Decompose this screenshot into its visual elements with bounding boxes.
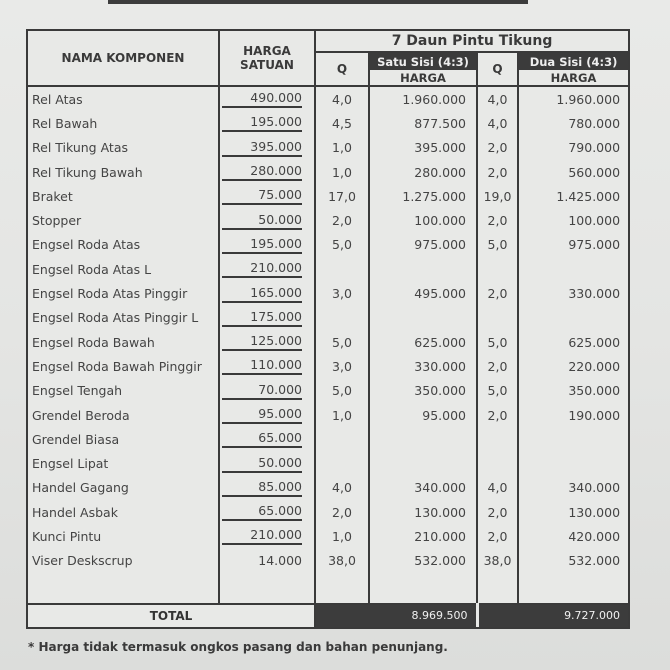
total-label: TOTAL <box>28 604 315 627</box>
unit-price-value: 95.000 <box>222 406 302 424</box>
qty-two-side <box>477 306 518 330</box>
unit-price-value: 85.000 <box>222 479 302 497</box>
total-one-side: 8.969.500 <box>315 604 477 627</box>
price-one-side: 1.275.000 <box>369 184 477 208</box>
unit-price-value: 70.000 <box>222 382 302 400</box>
price-two-side: 780.000 <box>568 115 621 131</box>
unit-price <box>219 233 315 257</box>
qty-one-side: 2,0 <box>315 500 369 524</box>
unit-price-value: 165.000 <box>222 285 302 303</box>
price-one-side <box>369 257 477 281</box>
qty-two-side: 2,0 <box>477 403 518 427</box>
qty-two-side: 4,0 <box>477 86 518 111</box>
qty-one-side: 4,0 <box>315 86 369 111</box>
component-name: Braket <box>28 184 219 208</box>
price-two-side <box>518 257 628 281</box>
header-component-name: NAMA KOMPONEN <box>28 31 219 86</box>
component-name: Viser Deskscrup <box>28 549 219 573</box>
unit-price <box>219 136 315 160</box>
qty-one-side <box>315 451 369 475</box>
price-one-side: 100.000 <box>369 208 477 232</box>
unit-price <box>219 86 315 111</box>
header-two-side: Dua Sisi (4:3) <box>518 52 628 70</box>
unit-price <box>219 208 315 232</box>
qty-two-side: 19,0 <box>477 184 518 208</box>
component-name: Rel Tikung Atas <box>28 136 219 160</box>
table-row <box>28 111 628 135</box>
component-name: Rel Atas <box>28 86 219 111</box>
qty-two-side: 2,0 <box>477 500 518 524</box>
table-row <box>28 379 628 403</box>
header-group-title: 7 Daun Pintu Tikung <box>315 31 628 52</box>
qty-one-side <box>315 306 369 330</box>
qty-one-side: 4,5 <box>315 111 369 135</box>
unit-price-value: 280.000 <box>222 163 302 181</box>
unit-price-value: 175.000 <box>222 309 302 327</box>
price-two-side: 130.000 <box>568 504 621 520</box>
unit-price <box>219 354 315 378</box>
qty-one-side: 1,0 <box>315 136 369 160</box>
price-one-side <box>369 427 477 451</box>
component-name: Handel Asbak <box>28 500 219 524</box>
unit-price <box>219 427 315 451</box>
unit-price <box>219 111 315 135</box>
header-unit-price-line2: SATUAN <box>240 58 294 72</box>
unit-price-value: 14.000 <box>258 552 302 568</box>
header-q1: Q <box>315 52 369 86</box>
table-row <box>28 184 628 208</box>
unit-price-value: 65.000 <box>222 430 302 448</box>
price-two-side: 420.000 <box>568 528 621 544</box>
price-two-side <box>518 427 628 451</box>
component-name: Engsel Roda Bawah Pinggir <box>28 354 219 378</box>
unit-price <box>219 306 315 330</box>
price-one-side: 95.000 <box>369 403 477 427</box>
table-row <box>28 403 628 427</box>
title-bar-remnant <box>108 0 528 4</box>
qty-two-side: 2,0 <box>477 524 518 548</box>
price-one-side: 532.000 <box>369 549 477 573</box>
price-two-side: 532.000 <box>568 553 621 569</box>
price-two-side: 975.000 <box>568 237 621 253</box>
total-two-side: 9.727.000 <box>477 604 628 627</box>
qty-one-side: 3,0 <box>315 354 369 378</box>
table-row <box>28 257 628 281</box>
table-row <box>28 160 628 184</box>
unit-price <box>219 379 315 403</box>
price-two-side <box>518 451 628 475</box>
blank-row <box>28 573 628 604</box>
qty-two-side: 2,0 <box>477 281 518 305</box>
component-name: Engsel Roda Atas <box>28 233 219 257</box>
table-row <box>28 233 628 257</box>
unit-price <box>219 524 315 548</box>
qty-two-side: 38,0 <box>477 549 518 573</box>
price-two-side: 340.000 <box>568 480 621 496</box>
unit-price <box>219 257 315 281</box>
price-one-side: 330.000 <box>369 354 477 378</box>
unit-price-value: 210.000 <box>222 260 302 278</box>
unit-price <box>219 476 315 500</box>
qty-two-side: 2,0 <box>477 160 518 184</box>
component-name: Engsel Lipat <box>28 451 219 475</box>
header-one-side: Satu Sisi (4:3) <box>369 52 477 70</box>
price-two-side: 100.000 <box>568 213 621 229</box>
header-q2: Q <box>477 52 518 86</box>
qty-one-side <box>315 427 369 451</box>
unit-price-value: 195.000 <box>222 114 302 132</box>
price-one-side: 495.000 <box>369 281 477 305</box>
table-row <box>28 86 628 111</box>
unit-price-value: 195.000 <box>222 236 302 254</box>
price-one-side: 877.500 <box>369 111 477 135</box>
qty-two-side <box>477 427 518 451</box>
table-row <box>28 136 628 160</box>
unit-price-value: 75.000 <box>222 187 302 205</box>
price-two-side: 220.000 <box>568 358 621 374</box>
qty-one-side: 1,0 <box>315 403 369 427</box>
header-two-side-price: HARGA <box>518 70 628 86</box>
price-one-side: 350.000 <box>369 379 477 403</box>
table-row <box>28 500 628 524</box>
qty-one-side <box>315 257 369 281</box>
table-row <box>28 281 628 305</box>
unit-price <box>219 330 315 354</box>
component-name: Engsel Roda Atas Pinggir <box>28 281 219 305</box>
unit-price <box>219 160 315 184</box>
qty-two-side: 2,0 <box>477 354 518 378</box>
price-one-side: 280.000 <box>369 160 477 184</box>
price-one-side: 340.000 <box>369 476 477 500</box>
unit-price-value: 490.000 <box>222 90 302 108</box>
component-name: Grendel Beroda <box>28 403 219 427</box>
qty-one-side: 1,0 <box>315 160 369 184</box>
price-one-side <box>369 306 477 330</box>
unit-price-value: 210.000 <box>222 527 302 545</box>
qty-one-side: 3,0 <box>315 281 369 305</box>
price-one-side <box>369 451 477 475</box>
component-name: Engsel Roda Bawah <box>28 330 219 354</box>
qty-one-side: 38,0 <box>315 549 369 573</box>
unit-price-value: 50.000 <box>222 212 302 230</box>
qty-one-side: 1,0 <box>315 524 369 548</box>
component-name: Rel Tikung Bawah <box>28 160 219 184</box>
component-name: Grendel Biasa <box>28 427 219 451</box>
table-row <box>28 549 628 573</box>
component-name: Kunci Pintu <box>28 524 219 548</box>
qty-two-side <box>477 451 518 475</box>
table-row <box>28 451 628 475</box>
price-one-side: 130.000 <box>369 500 477 524</box>
unit-price <box>219 281 315 305</box>
unit-price <box>219 500 315 524</box>
price-two-side: 350.000 <box>568 383 621 399</box>
table-row <box>28 354 628 378</box>
qty-two-side <box>477 257 518 281</box>
price-two-side: 625.000 <box>568 334 621 350</box>
price-two-side: 560.000 <box>568 164 621 180</box>
unit-price-value: 50.000 <box>222 455 302 473</box>
qty-one-side: 17,0 <box>315 184 369 208</box>
price-one-side: 625.000 <box>369 330 477 354</box>
price-two-side: 190.000 <box>568 407 621 423</box>
price-two-side: 1.960.000 <box>556 91 621 107</box>
qty-one-side: 5,0 <box>315 330 369 354</box>
table-row <box>28 524 628 548</box>
component-name: Stopper <box>28 208 219 232</box>
qty-two-side: 5,0 <box>477 233 518 257</box>
component-name: Engsel Tengah <box>28 379 219 403</box>
table-row <box>28 427 628 451</box>
price-two-side <box>518 306 628 330</box>
price-two-side: 330.000 <box>568 286 621 302</box>
unit-price-value: 125.000 <box>222 333 302 351</box>
qty-two-side: 2,0 <box>477 136 518 160</box>
table-row <box>28 208 628 232</box>
price-table-container <box>26 29 630 629</box>
header-unit-price-line1: HARGA <box>243 44 291 58</box>
qty-one-side: 5,0 <box>315 379 369 403</box>
unit-price-value: 395.000 <box>222 139 302 157</box>
price-table <box>28 31 628 627</box>
header-unit-price <box>219 31 315 86</box>
component-name: Handel Gagang <box>28 476 219 500</box>
unit-price <box>219 451 315 475</box>
price-one-side: 1.960.000 <box>369 86 477 111</box>
unit-price <box>219 184 315 208</box>
table-row <box>28 330 628 354</box>
unit-price-value: 65.000 <box>222 503 302 521</box>
total-row <box>28 604 628 627</box>
header-one-side-price: HARGA <box>369 70 477 86</box>
price-two-side: 790.000 <box>568 140 621 156</box>
unit-price-value: 110.000 <box>222 357 302 375</box>
qty-one-side: 2,0 <box>315 208 369 232</box>
qty-two-side: 2,0 <box>477 208 518 232</box>
price-two-side: 1.425.000 <box>556 188 621 204</box>
qty-two-side: 5,0 <box>477 330 518 354</box>
qty-two-side: 4,0 <box>477 476 518 500</box>
price-one-side: 975.000 <box>369 233 477 257</box>
component-name: Rel Bawah <box>28 111 219 135</box>
component-name: Engsel Roda Atas L <box>28 257 219 281</box>
price-one-side: 395.000 <box>369 136 477 160</box>
table-row <box>28 306 628 330</box>
qty-one-side: 4,0 <box>315 476 369 500</box>
qty-two-side: 5,0 <box>477 379 518 403</box>
unit-price <box>219 403 315 427</box>
price-one-side: 210.000 <box>369 524 477 548</box>
footnote: * Harga tidak termasuk ongkos pasang dan bahan penunjang. <box>28 640 448 654</box>
qty-two-side: 4,0 <box>477 111 518 135</box>
qty-one-side: 5,0 <box>315 233 369 257</box>
unit-price <box>219 549 315 573</box>
component-name: Engsel Roda Atas Pinggir L <box>28 306 219 330</box>
table-row <box>28 476 628 500</box>
